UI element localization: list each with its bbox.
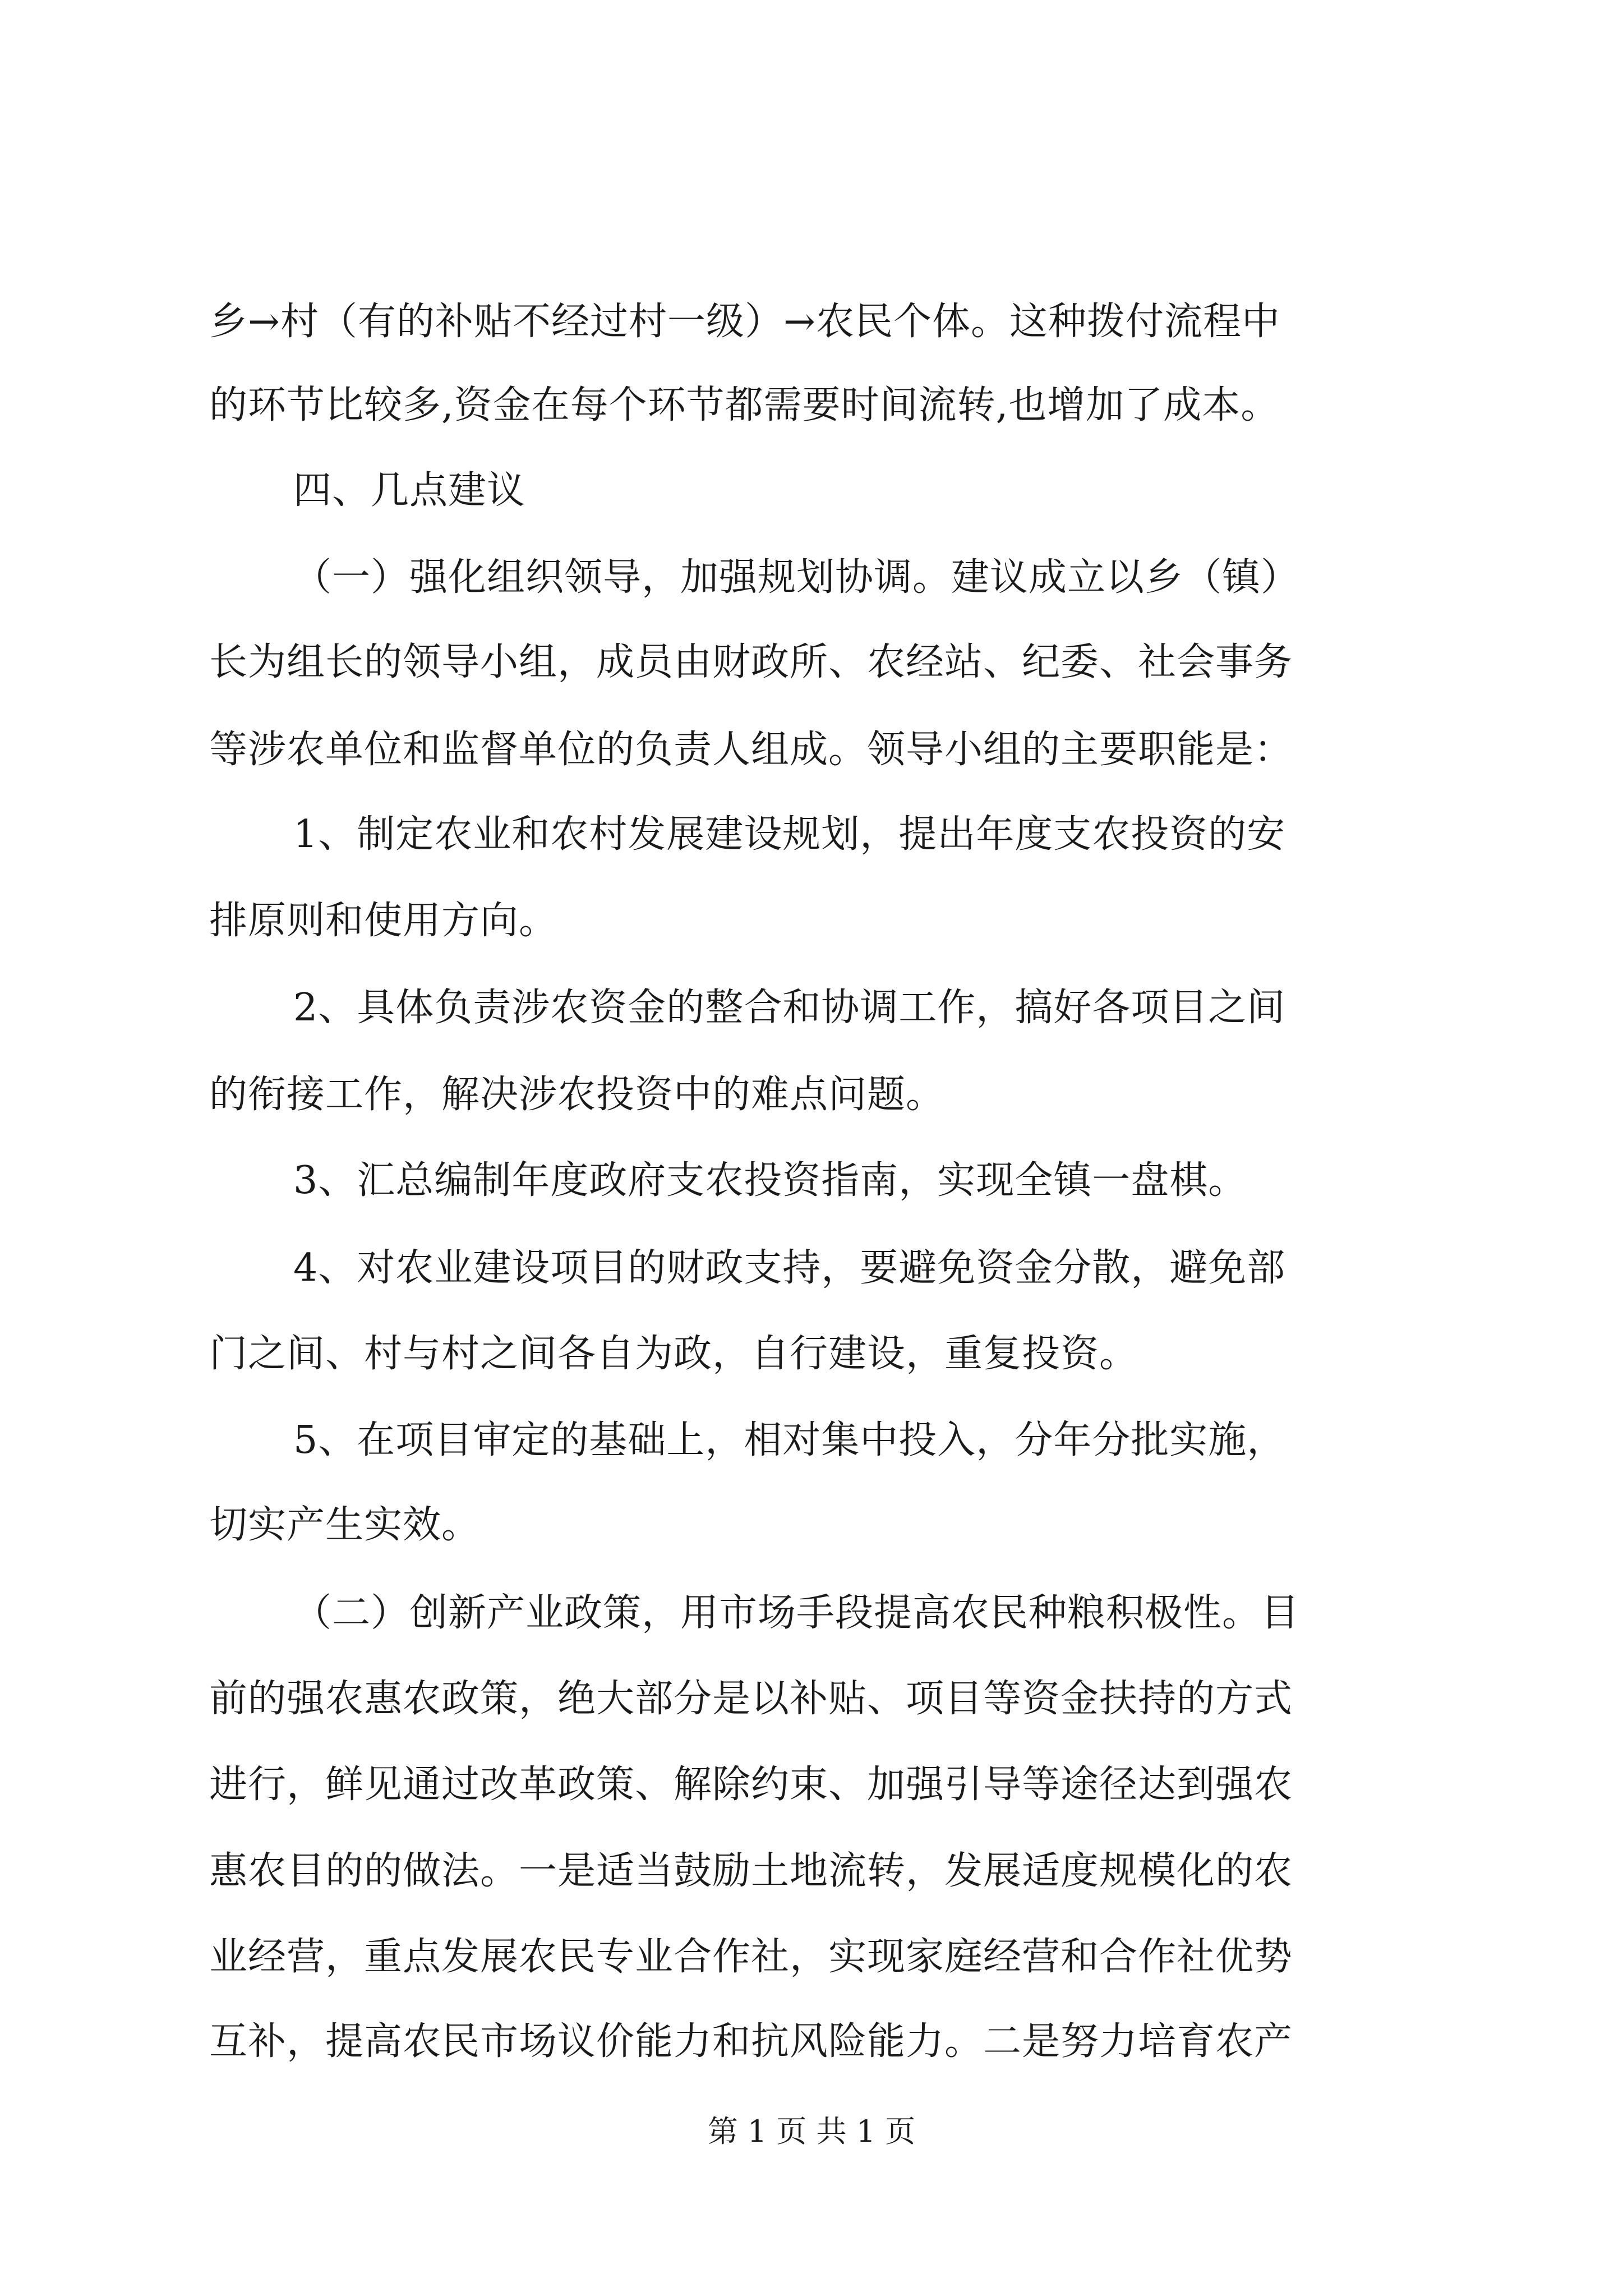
text-line: 的环节比较多,资金在每个环节都需要时间流转,也增加了成本。 [209,383,1280,427]
text-line: 互补，提高农民市场议价能力和抗风险能力。二是努力培育农产 [209,2019,1293,2064]
text-line: 的衔接工作，解决涉农投资中的难点问题。 [209,1073,945,1117]
text-line: 排原则和使用方向。 [209,899,558,943]
page-footer: 第 1 页 共 1 页 [707,2114,916,2149]
text-line: 前的强农惠农政策，绝大部分是以补贴、项目等资金扶持的方式 [209,1677,1293,1721]
text-line: （二）创新产业政策，用市场手段提高农民种粮积极性。目 [293,1591,1300,1635]
list-item: 4、对农业建设项目的财政支持，要避免资金分散，避免部 [293,1246,1286,1290]
list-item: 3、汇总编制年度政府支农投资指南，实现全镇一盘棋。 [293,1158,1247,1203]
section-heading: 四、几点建议 [293,468,526,513]
text-line: 长为组长的领导小组，成员由财政所、农经站、纪委、社会事务 [209,640,1293,684]
list-item: 2、具体负责涉农资金的整合和协调工作，搞好各项目之间 [293,986,1286,1030]
text-line: 乡→村（有的补贴不经过村一级）→农民个体。这种拨付流程中 [209,300,1280,344]
text-line: 切实产生实效。 [209,1503,481,1547]
text-line: （一）强化组织领导，加强规划协调。建议成立以乡（镇） [293,555,1300,600]
text-line: 门之间、村与村之间各自为政，自行建设，重复投资。 [209,1332,1138,1376]
text-line: 惠农目的的做法。一是适当鼓励土地流转，发展适度规模化的农 [209,1849,1293,1893]
text-line: 业经营，重点发展农民专业合作社，实现家庭经营和合作社优势 [209,1935,1293,1979]
text-line: 进行，鲜见通过改革政策、解除约束、加强引导等途径达到强农 [209,1763,1293,1807]
text-line: 等涉农单位和监督单位的负责人组成。领导小组的主要职能是： [209,728,1293,772]
list-item: 1、制定农业和农村发展建设规划，提出年度支农投资的安 [293,812,1286,857]
list-item: 5、在项目审定的基础上，相对集中投入，分年分批实施， [293,1418,1286,1462]
